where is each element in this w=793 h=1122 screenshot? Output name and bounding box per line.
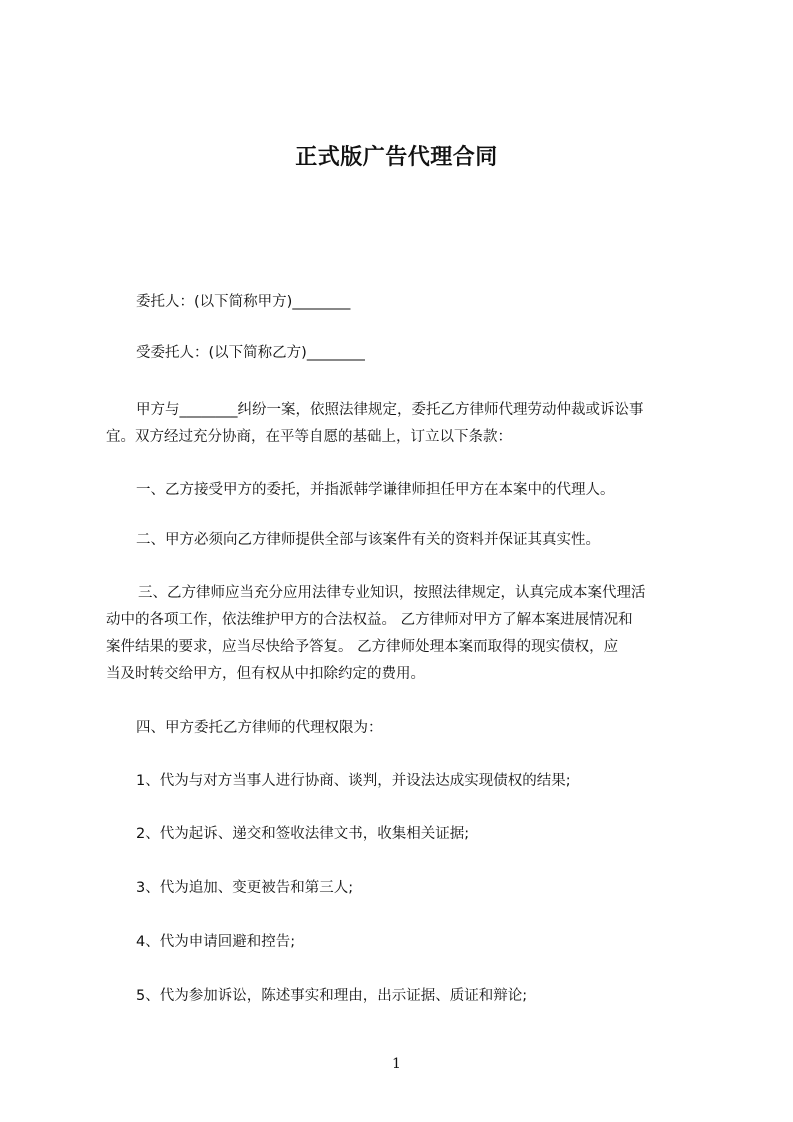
list-item-5: 5、代为参加诉讼，陈述事实和理由，出示证据、质证和辩论; <box>136 988 528 1004</box>
clause-1: 一、乙方接受甲方的委托，并指派韩学谦律师担任甲方在本案中的代理人。 <box>136 482 615 498</box>
clause-4: 四、甲方委托乙方律师的代理权限为： <box>136 720 383 736</box>
page-number: 1 <box>392 1056 401 1072</box>
list-item-3: 3、代为追加、变更被告和第三人; <box>136 880 354 896</box>
client-line: 委托人：(以下简称甲方)________ <box>136 294 351 310</box>
document-title: 正式版广告代理合同 <box>295 145 498 170</box>
agent-line: 受委托人：(以下简称乙方)________ <box>136 345 365 361</box>
clause-3-line-2: 动中的各项工作，依法维护甲方的合法权益。 乙方律师对甲方了解本案进展情况和 <box>106 612 633 628</box>
clause-3-line-4: 当及时转交给甲方，但有权从中扣除约定的费用。 <box>106 666 425 682</box>
list-item-1: 1、代为与对方当事人进行协商、谈判，并设法达成实现债权的结果; <box>136 773 571 789</box>
clause-2: 二、甲方必须向乙方律师提供全部与该案件有关的资料并保证其真实性。 <box>136 532 600 548</box>
clause-3-line-1: 三、乙方律师应当充分应用法律专业知识，按照法律规定，认真完成本案代理活 <box>138 585 646 601</box>
intro-line-1: 甲方与________纠纷一案，依照法律规定，委托乙方律师代理劳动仲裁或诉讼事 <box>136 402 644 418</box>
intro-line-2: 宜。双方经过充分协商，在平等自愿的基础上，订立以下条款： <box>106 429 512 445</box>
clause-3-line-3: 案件结果的要求，应当尽快给予答复。 乙方律师处理本案而取得的现实债权，应 <box>106 639 619 655</box>
list-item-4: 4、代为申请回避和控告; <box>136 934 296 950</box>
list-item-2: 2、代为起诉、递交和签收法律文书，收集相关证据; <box>136 826 470 842</box>
